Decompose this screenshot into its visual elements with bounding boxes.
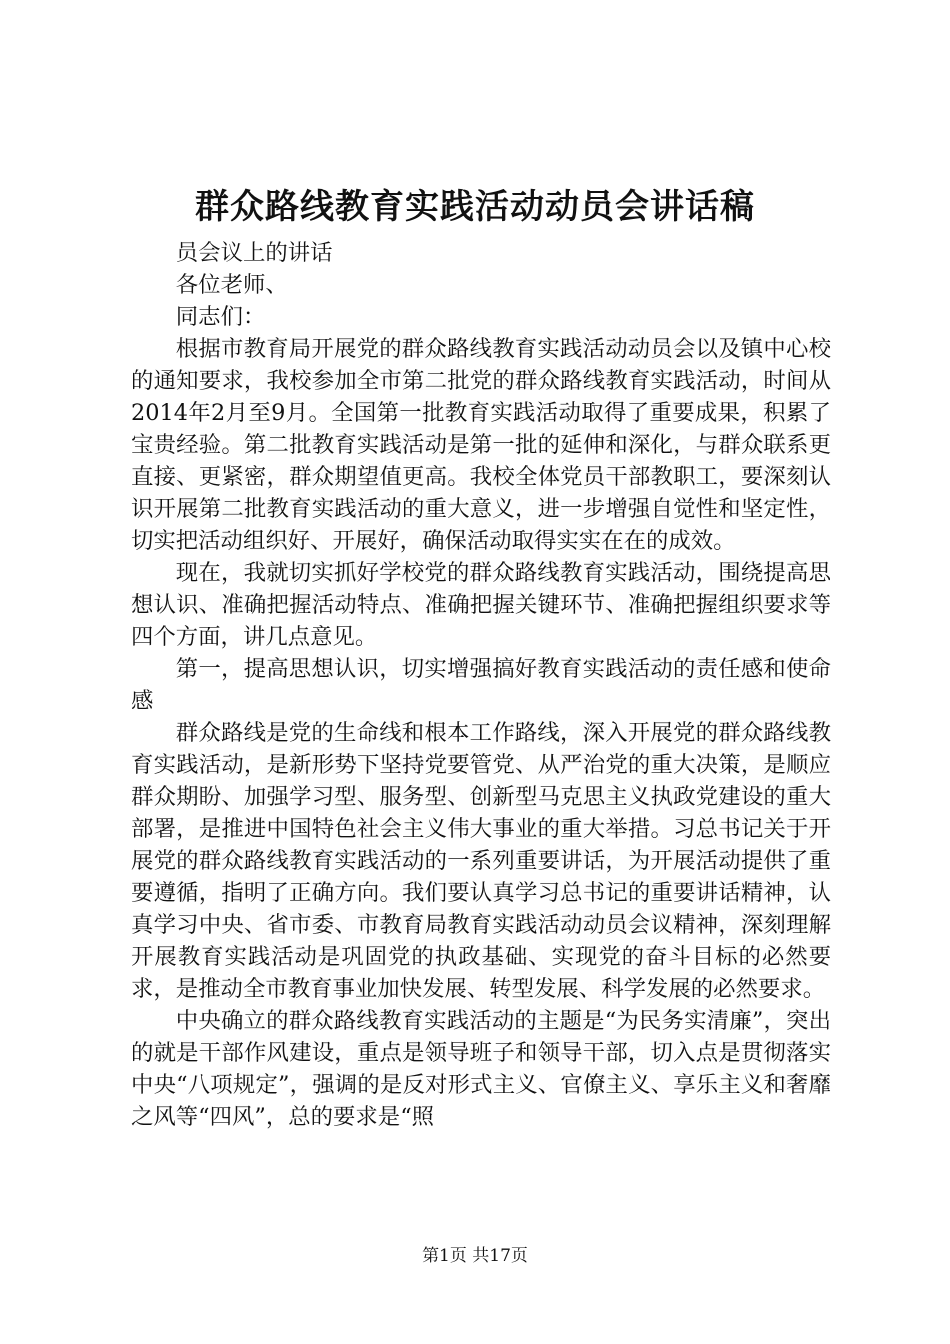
paragraph-salutation-comrades: 同志们： bbox=[175, 304, 266, 330]
paragraph-salutation-teachers: 各位老师、 bbox=[175, 272, 288, 298]
paragraph-intro: 根据市教育局开展党的群众路线教育实践活动动员会以及镇中心校的通知要求，我校参加全市第二批党的群众路线教育实践活动，时间从2014年2月至9月。全国第一批教育实践活动取得了重要成果，积累了宝贵经验。第二批教育实践活动是第一批的延伸和深化，与群众联系更直接、更紧密，群众期望值更高。我校全体党员干部教职工，要深刻认识开展第二批教育实践活动的重大意义，进一步增强自觉性和坚定性，切实把活动组织好、开展好，确保活动取得实实在在的成效。 bbox=[131, 336, 831, 554]
paragraph-subtitle: 员会议上的讲话 bbox=[175, 240, 333, 266]
paragraph-central-theme: 中央确立的群众路线教育实践活动的主题是“为民务实清廉”，突出的就是干部作风建设，重点是领导班子和领导干部，切入点是贯彻落实中央“八项规定”，强调的是反对形式主义、官僚主义、享乐主义和奢靡之风等“四风”，总的要求是“照 bbox=[131, 1008, 831, 1130]
page-footer: 第1页 共17页 bbox=[422, 1246, 528, 1266]
document-title: 群众路线教育实践活动动员会讲话稿 bbox=[195, 187, 755, 227]
section-heading-first: 第一，提高思想认识，切实增强搞好教育实践活动的责任感和使命感 bbox=[131, 656, 831, 714]
paragraph-outline: 现在，我就切实抓好学校党的群众路线教育实践活动，围绕提高思想认识、准确把握活动特点、准确把握关键环节、准确把握组织要求等四个方面，讲几点意见。 bbox=[131, 560, 831, 650]
paragraph-mass-line: 群众路线是党的生命线和根本工作路线，深入开展党的群众路线教育实践活动，是新形势下坚持党要管党、从严治党的重大决策，是顺应群众期盼、加强学习型、服务型、创新型马克思主义执政党建设的重大部署，是推进中国特色社会主义伟大事业的重大举措。习总书记关于开展党的群众路线教育实践活动的一系列重要讲话，为开展活动提供了重要遵循，指明了正确方向。我们要认真学习总书记的重要讲话精神，认真学习中央、省市委、市教育局教育实践活动动员会议精神，深刻理解开展教育实践活动是巩固党的执政基础、实现党的奋斗目标的必然要求，是推动全市教育事业加快发展、转型发展、科学发展的必然要求。 bbox=[131, 720, 831, 1002]
document-body bbox=[131, 237, 831, 1133]
